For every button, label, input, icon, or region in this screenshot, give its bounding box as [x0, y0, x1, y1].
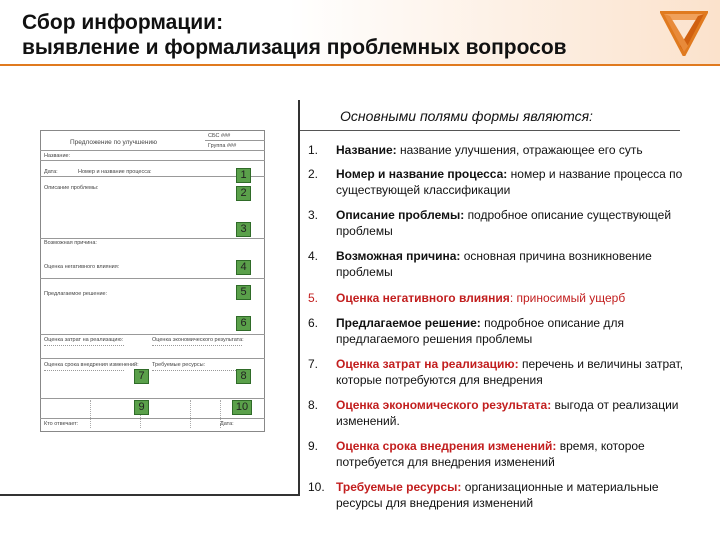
form-rule [40, 418, 265, 419]
field-item-desc: : приносимый ущерб [509, 291, 626, 305]
form-frame-bottom-edge [0, 494, 300, 496]
form-badge-9: 9 [134, 400, 149, 415]
field-item-desc: организационные и материальные ресурсы для внедрения изменений [336, 480, 659, 510]
form-rule [40, 176, 265, 177]
form-field-resources: Требуемые ресурсы: [152, 362, 206, 368]
form-code-rule [205, 140, 265, 141]
field-item-desc: подробное описание существующей проблемы [336, 208, 672, 238]
title-line-2: выявление и формализация проблемных вопросов [22, 36, 567, 59]
field-item-desc: выгода от реализации изменений. [336, 398, 679, 428]
form-rule [40, 238, 265, 239]
field-item-desc: номер и название процесса по существующей классификации [336, 167, 683, 197]
fields-heading-rule [300, 130, 680, 131]
form-badge-2: 2 [236, 186, 251, 201]
field-item-label: Требуемые ресурсы: [336, 480, 462, 494]
form-dotted-line [44, 370, 124, 371]
field-item-label: Предлагаемое решение: [336, 316, 481, 330]
form-rule [40, 160, 265, 161]
form-rule [40, 398, 265, 399]
field-item-number: 3. [308, 208, 319, 222]
form-badge-4: 4 [236, 260, 251, 275]
form-dotted-line [152, 345, 242, 346]
form-badge-8: 8 [236, 369, 251, 384]
field-item-label: Оценка срока внедрения изменений: [336, 439, 557, 453]
field-item-label: Описание проблемы: [336, 208, 465, 222]
form-field-process: Номер и название процесса: [78, 169, 152, 175]
field-item-number: 9. [308, 439, 319, 453]
form-field-impl-time: Оценка срока внедрения изменений: [44, 362, 139, 368]
form-frame-right-edge [298, 100, 300, 496]
form-column-divider [190, 400, 191, 428]
form-field-name: Название: [44, 153, 71, 159]
form-badge-10: 10 [232, 400, 252, 415]
form-column-divider [90, 400, 91, 428]
field-item-label: Номер и название процесса: [336, 167, 508, 181]
field-item-label: Название: [336, 143, 397, 157]
fields-heading: Основными полями формы являются: [340, 108, 593, 124]
field-item-desc: перечень и величины затрат, которые потребуются для внедрения [336, 357, 684, 387]
form-badge-7: 7 [134, 369, 149, 384]
field-item-desc: время, которое потребуется для внедрения изменений [336, 439, 645, 469]
field-item-label: Оценка затрат на реализацию: [336, 357, 519, 371]
form-header-rule [40, 150, 265, 151]
form-rule [40, 358, 265, 359]
form-badge-3: 3 [236, 222, 251, 237]
field-item-number: 8. [308, 398, 319, 412]
field-item-desc: подробное описание для предлагаемого решения проблемы [336, 316, 624, 346]
form-rule [40, 278, 265, 279]
form-field-problem: Описание проблемы: [44, 185, 99, 191]
field-item-number: 7. [308, 357, 319, 371]
field-item-label: Оценка негативного влияния [336, 291, 510, 305]
field-item-number: 5. [308, 291, 319, 305]
field-item-desc: название улучшения, отражающее его суть [399, 143, 643, 157]
form-code-label: СБС ### [208, 133, 231, 139]
form-dotted-line [152, 370, 242, 371]
form-badge-5: 5 [236, 285, 251, 300]
field-item-number: 2. [308, 167, 319, 181]
title-line-1: Сбор информации: [22, 11, 224, 34]
form-badge-6: 6 [236, 316, 251, 331]
form-field-cause-header: Возможная причина: [44, 240, 97, 246]
field-item-label: Оценка экономического результата: [336, 398, 552, 412]
improvement-form-document [40, 130, 265, 440]
field-item-label: Возможная причина: [336, 249, 461, 263]
form-field-econ: Оценка экономического результата: [152, 337, 244, 343]
form-field-signature: Кто отвечает: [44, 421, 79, 427]
page-title [22, 10, 567, 60]
impossible-triangle-logo-icon [660, 8, 708, 56]
field-item-number: 4. [308, 249, 319, 263]
form-group-label: Группа ### [208, 143, 237, 149]
header-divider [0, 64, 720, 66]
form-rule [40, 334, 265, 335]
form-dotted-line [44, 345, 124, 346]
form-field-solution: Предлагаемое решение: [44, 291, 108, 297]
form-field-impact: Оценка негативного влияния: [44, 264, 120, 270]
form-field-sign-date: Дата: [220, 421, 234, 427]
form-field-date: Дата: [44, 169, 58, 175]
field-item-number: 1. [308, 143, 319, 157]
field-item-number: 6. [308, 316, 319, 330]
form-field-cost: Оценка затрат на реализацию: [44, 337, 124, 343]
form-title: Предложение по улучшению [70, 139, 157, 146]
field-item-desc: основная причина возникновение проблемы [336, 249, 652, 279]
field-item-number: 10. [308, 480, 325, 494]
form-badge-1: 1 [236, 168, 251, 183]
